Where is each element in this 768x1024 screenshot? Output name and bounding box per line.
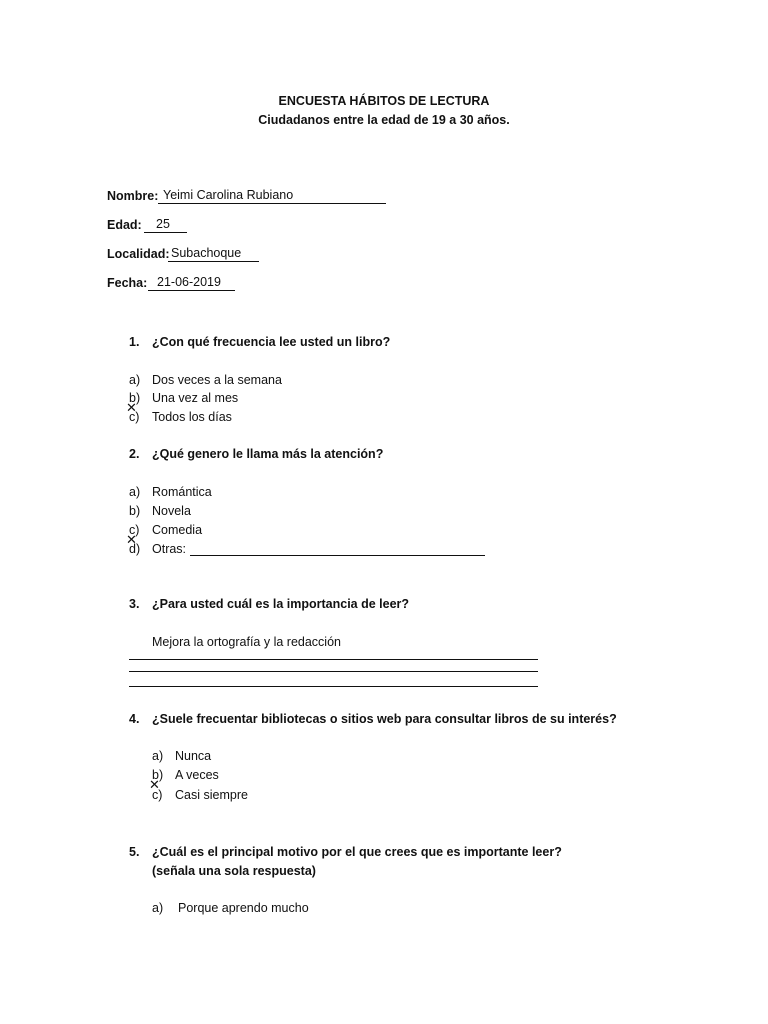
q4-text: ¿Suele frecuentar bibliotecas o sitios web para consultar libros de su interés? [152, 712, 617, 726]
q1-option-c-text: Todos los días [152, 410, 232, 424]
localidad-underline [168, 261, 259, 262]
q2-option-b-letter: b) [129, 504, 141, 518]
q1-option-a-letter: a) [129, 373, 141, 387]
q1-option-c-letter: c) [129, 410, 140, 424]
nombre-label: Nombre: [107, 189, 159, 203]
document-title: ENCUESTA HÁBITOS DE LECTURA [278, 94, 490, 108]
q1-text: ¿Con qué frecuencia lee usted un libro? [152, 335, 391, 349]
q2-number: 2. [129, 447, 140, 461]
q1-number: 1. [129, 335, 140, 349]
q5-subtext: (señala una sola respuesta) [152, 864, 316, 878]
q1-option-b-text: Una vez al mes [152, 391, 239, 405]
q5-text: ¿Cuál es el principal motivo por el que crees que es importante leer? [152, 845, 562, 859]
q2-other-answer-line [190, 555, 485, 556]
q1-selection-mark-icon: ✕ [126, 400, 137, 415]
localidad-value: Subachoque [171, 246, 242, 260]
q4-option-c-letter: c) [152, 788, 163, 802]
q4-option-a-text: Nunca [175, 749, 212, 763]
document-subtitle: Ciudadanos entre la edad de 19 a 30 años. [258, 113, 510, 127]
q3-answer-line-3 [129, 686, 538, 687]
q1-option-b-letter: b) [129, 391, 141, 405]
q3-text: ¿Para usted cuál es la importancia de leer? [152, 597, 410, 611]
q2-selection-mark-icon: ✕ [126, 532, 137, 547]
q3-answer: Mejora la ortografía y la redacción [152, 635, 341, 649]
localidad-label: Localidad: [107, 247, 170, 261]
q2-option-c-text: Comedia [152, 523, 203, 537]
fecha-value: 21-06-2019 [157, 275, 221, 289]
q5-option-a-text: Porque aprendo mucho [178, 901, 309, 915]
q5-option-a-letter: a) [152, 901, 164, 915]
q4-option-b-letter: b) [152, 768, 164, 782]
q2-option-c-letter: c) [129, 523, 140, 537]
q2-option-d-text: Otras: [152, 542, 187, 556]
q2-option-b-text: Novela [152, 504, 191, 518]
q4-option-b-text: A veces [175, 768, 219, 782]
q2-text: ¿Qué genero le llama más la atención? [152, 447, 384, 461]
edad-underline [144, 232, 187, 233]
q2-option-a-text: Romántica [152, 485, 212, 499]
q4-option-c-text: Casi siempre [175, 788, 248, 802]
q1-option-a-text: Dos veces a la semana [152, 373, 282, 387]
nombre-value: Yeimi Carolina Rubiano [163, 188, 294, 202]
q5-number: 5. [129, 845, 140, 859]
fecha-label: Fecha: [107, 276, 148, 290]
q3-answer-line-1 [129, 659, 538, 660]
nombre-underline [158, 203, 386, 204]
edad-value: 25 [156, 217, 170, 231]
q2-option-a-letter: a) [129, 485, 141, 499]
q3-number: 3. [129, 597, 140, 611]
edad-label: Edad: [107, 218, 142, 232]
fecha-underline [148, 290, 235, 291]
q2-option-d-letter: d) [129, 542, 141, 556]
q4-selection-mark-icon: ✕ [149, 777, 160, 792]
q4-option-a-letter: a) [152, 749, 164, 763]
q3-answer-line-2 [129, 671, 538, 672]
q4-number: 4. [129, 712, 140, 726]
